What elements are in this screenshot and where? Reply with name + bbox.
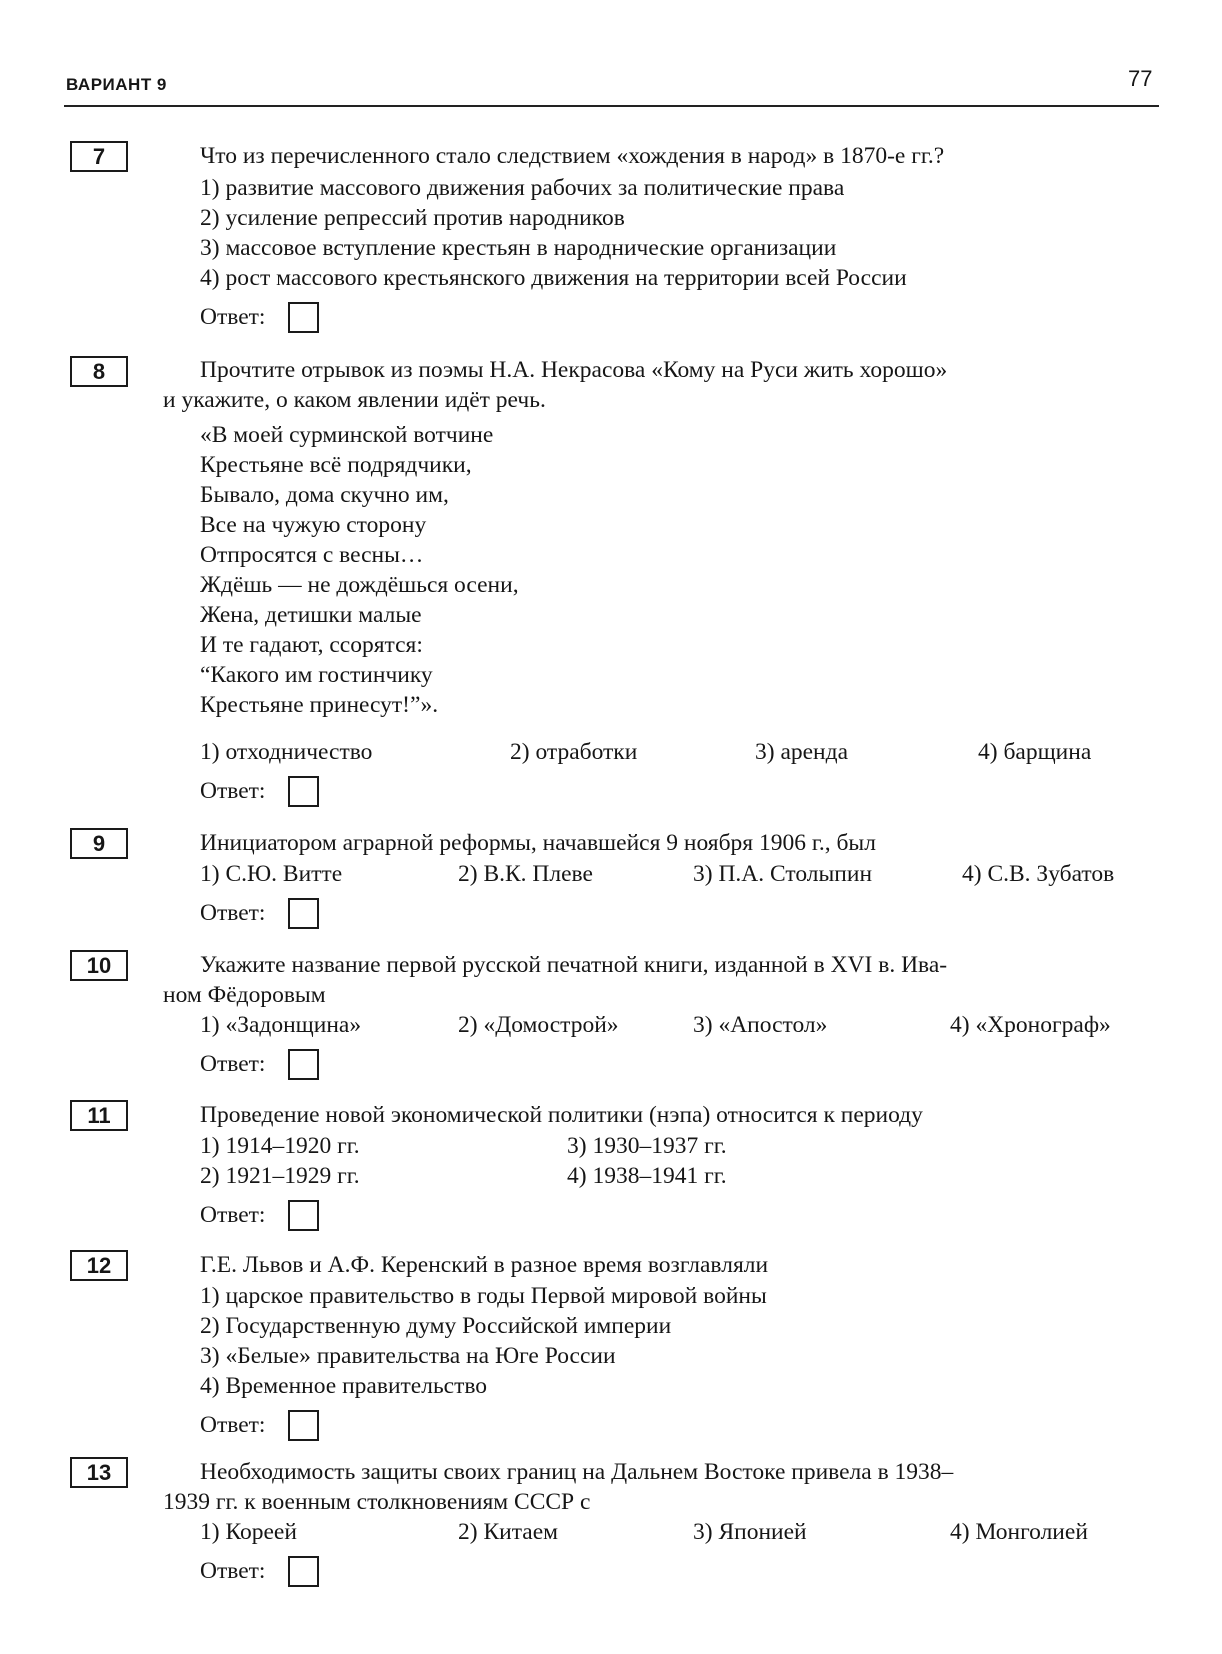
poem-line: Все на чужую сторону [200, 512, 427, 538]
option-3: 3) П.А. Столыпин [693, 861, 873, 887]
answer-label: Ответ: [200, 1558, 266, 1584]
option-2: 2) усиление репрессий против народников [200, 205, 625, 231]
question-text: Инициатором аграрной реформы, начавшейся 9 ноября 1906 г., был [200, 830, 876, 856]
question-number: 13 [70, 1457, 128, 1488]
poem-line: Ждёшь — не дождёшься осени, [200, 572, 519, 598]
option-2: 2) «Домострой» [458, 1012, 619, 1038]
option-3: 3) массовое вступление крестьян в народнические организации [200, 235, 837, 261]
option-3: 3) аренда [755, 739, 849, 765]
answer-label: Ответ: [200, 778, 266, 804]
option-2: 2) В.К. Плеве [458, 861, 593, 887]
option-2: 2) Китаем [458, 1519, 558, 1545]
question-text-line-2: ном Фёдоровым [163, 982, 326, 1008]
option-4: 4) Монголией [950, 1519, 1088, 1545]
option-1: 1) царское правительство в годы Первой мировой войны [200, 1283, 767, 1309]
question-number: 12 [70, 1250, 128, 1281]
answer-label: Ответ: [200, 1202, 266, 1228]
answer-box[interactable] [288, 776, 319, 807]
option-1: 1) Кореей [200, 1519, 297, 1545]
option-1: 1) «Задонщина» [200, 1012, 362, 1038]
option-1: 1) отходничество [200, 739, 373, 765]
option-2: 2) Государственную думу Российской империи [200, 1313, 672, 1339]
header-rule [64, 105, 1159, 107]
answer-box[interactable] [288, 1200, 319, 1231]
poem-line: “Какого им гостинчику [200, 662, 433, 688]
option-1: 1) С.Ю. Витте [200, 861, 343, 887]
question-text: Проведение новой экономической политики (нэпа) относится к периоду [200, 1102, 923, 1128]
option-4: 4) барщина [978, 739, 1092, 765]
question-text-line-1: Необходимость защиты своих границ на Дальнем Востоке привела в 1938– [200, 1459, 954, 1485]
poem-line: Крестьяне принесут!”». [200, 692, 439, 718]
option-2: 2) отработки [510, 739, 638, 765]
question-number: 7 [70, 141, 128, 172]
answer-box[interactable] [288, 898, 319, 929]
option-4: 4) «Хронограф» [950, 1012, 1111, 1038]
answer-box[interactable] [288, 302, 319, 333]
option-4: 4) С.В. Зубатов [962, 861, 1115, 887]
poem-line: Крестьяне всё подрядчики, [200, 452, 472, 478]
answer-label: Ответ: [200, 304, 266, 330]
page-number: 77 [1128, 66, 1153, 91]
option-3: 3) «Апостол» [693, 1012, 828, 1038]
question-number: 8 [70, 356, 128, 387]
answer-box[interactable] [288, 1049, 319, 1080]
variant-header: ВАРИАНТ 9 [66, 75, 167, 94]
poem-line: Бывало, дома скучно им, [200, 482, 449, 508]
answer-label: Ответ: [200, 1051, 266, 1077]
question-text-line-2: 1939 гг. к военным столкновениям СССР с [163, 1489, 591, 1515]
question-number: 9 [70, 828, 128, 859]
option-4: 4) рост массового крестьянского движения на территории всей России [200, 265, 907, 291]
question-text: Г.Е. Львов и А.Ф. Керенский в разное время возглавляли [200, 1252, 769, 1278]
answer-label: Ответ: [200, 900, 266, 926]
question-number: 11 [70, 1100, 128, 1131]
poem-line: Жена, детишки малые [200, 602, 422, 628]
poem-line: И те гадают, ссорятся: [200, 632, 423, 658]
option-4: 4) Временное правительство [200, 1373, 488, 1399]
question-text-line-2: и укажите, о каком явлении идёт речь. [163, 387, 546, 413]
option-1: 1) развитие массового движения рабочих за политические права [200, 175, 845, 201]
poem-line: Отпросятся с весны… [200, 542, 424, 568]
question-text: Что из перечисленного стало следствием «хождения в народ» в 1870-е гг.? [200, 143, 945, 169]
poem-line: «В моей сурминской вотчине [200, 422, 494, 448]
option-4: 4) 1938–1941 гг. [567, 1163, 727, 1189]
option-2: 2) 1921–1929 гг. [200, 1163, 360, 1189]
question-text-line-1: Укажите название первой русской печатной книги, изданной в XVI в. Ива- [200, 952, 948, 978]
option-3: 3) Японией [693, 1519, 807, 1545]
option-3: 3) 1930–1937 гг. [567, 1133, 727, 1159]
question-text-line-1: Прочтите отрывок из поэмы Н.А. Некрасова «Кому на Руси жить хорошо» [200, 357, 948, 383]
answer-box[interactable] [288, 1556, 319, 1587]
answer-label: Ответ: [200, 1412, 266, 1438]
option-1: 1) 1914–1920 гг. [200, 1133, 360, 1159]
question-number: 10 [70, 950, 128, 981]
answer-box[interactable] [288, 1410, 319, 1441]
option-3: 3) «Белые» правительства на Юге России [200, 1343, 616, 1369]
